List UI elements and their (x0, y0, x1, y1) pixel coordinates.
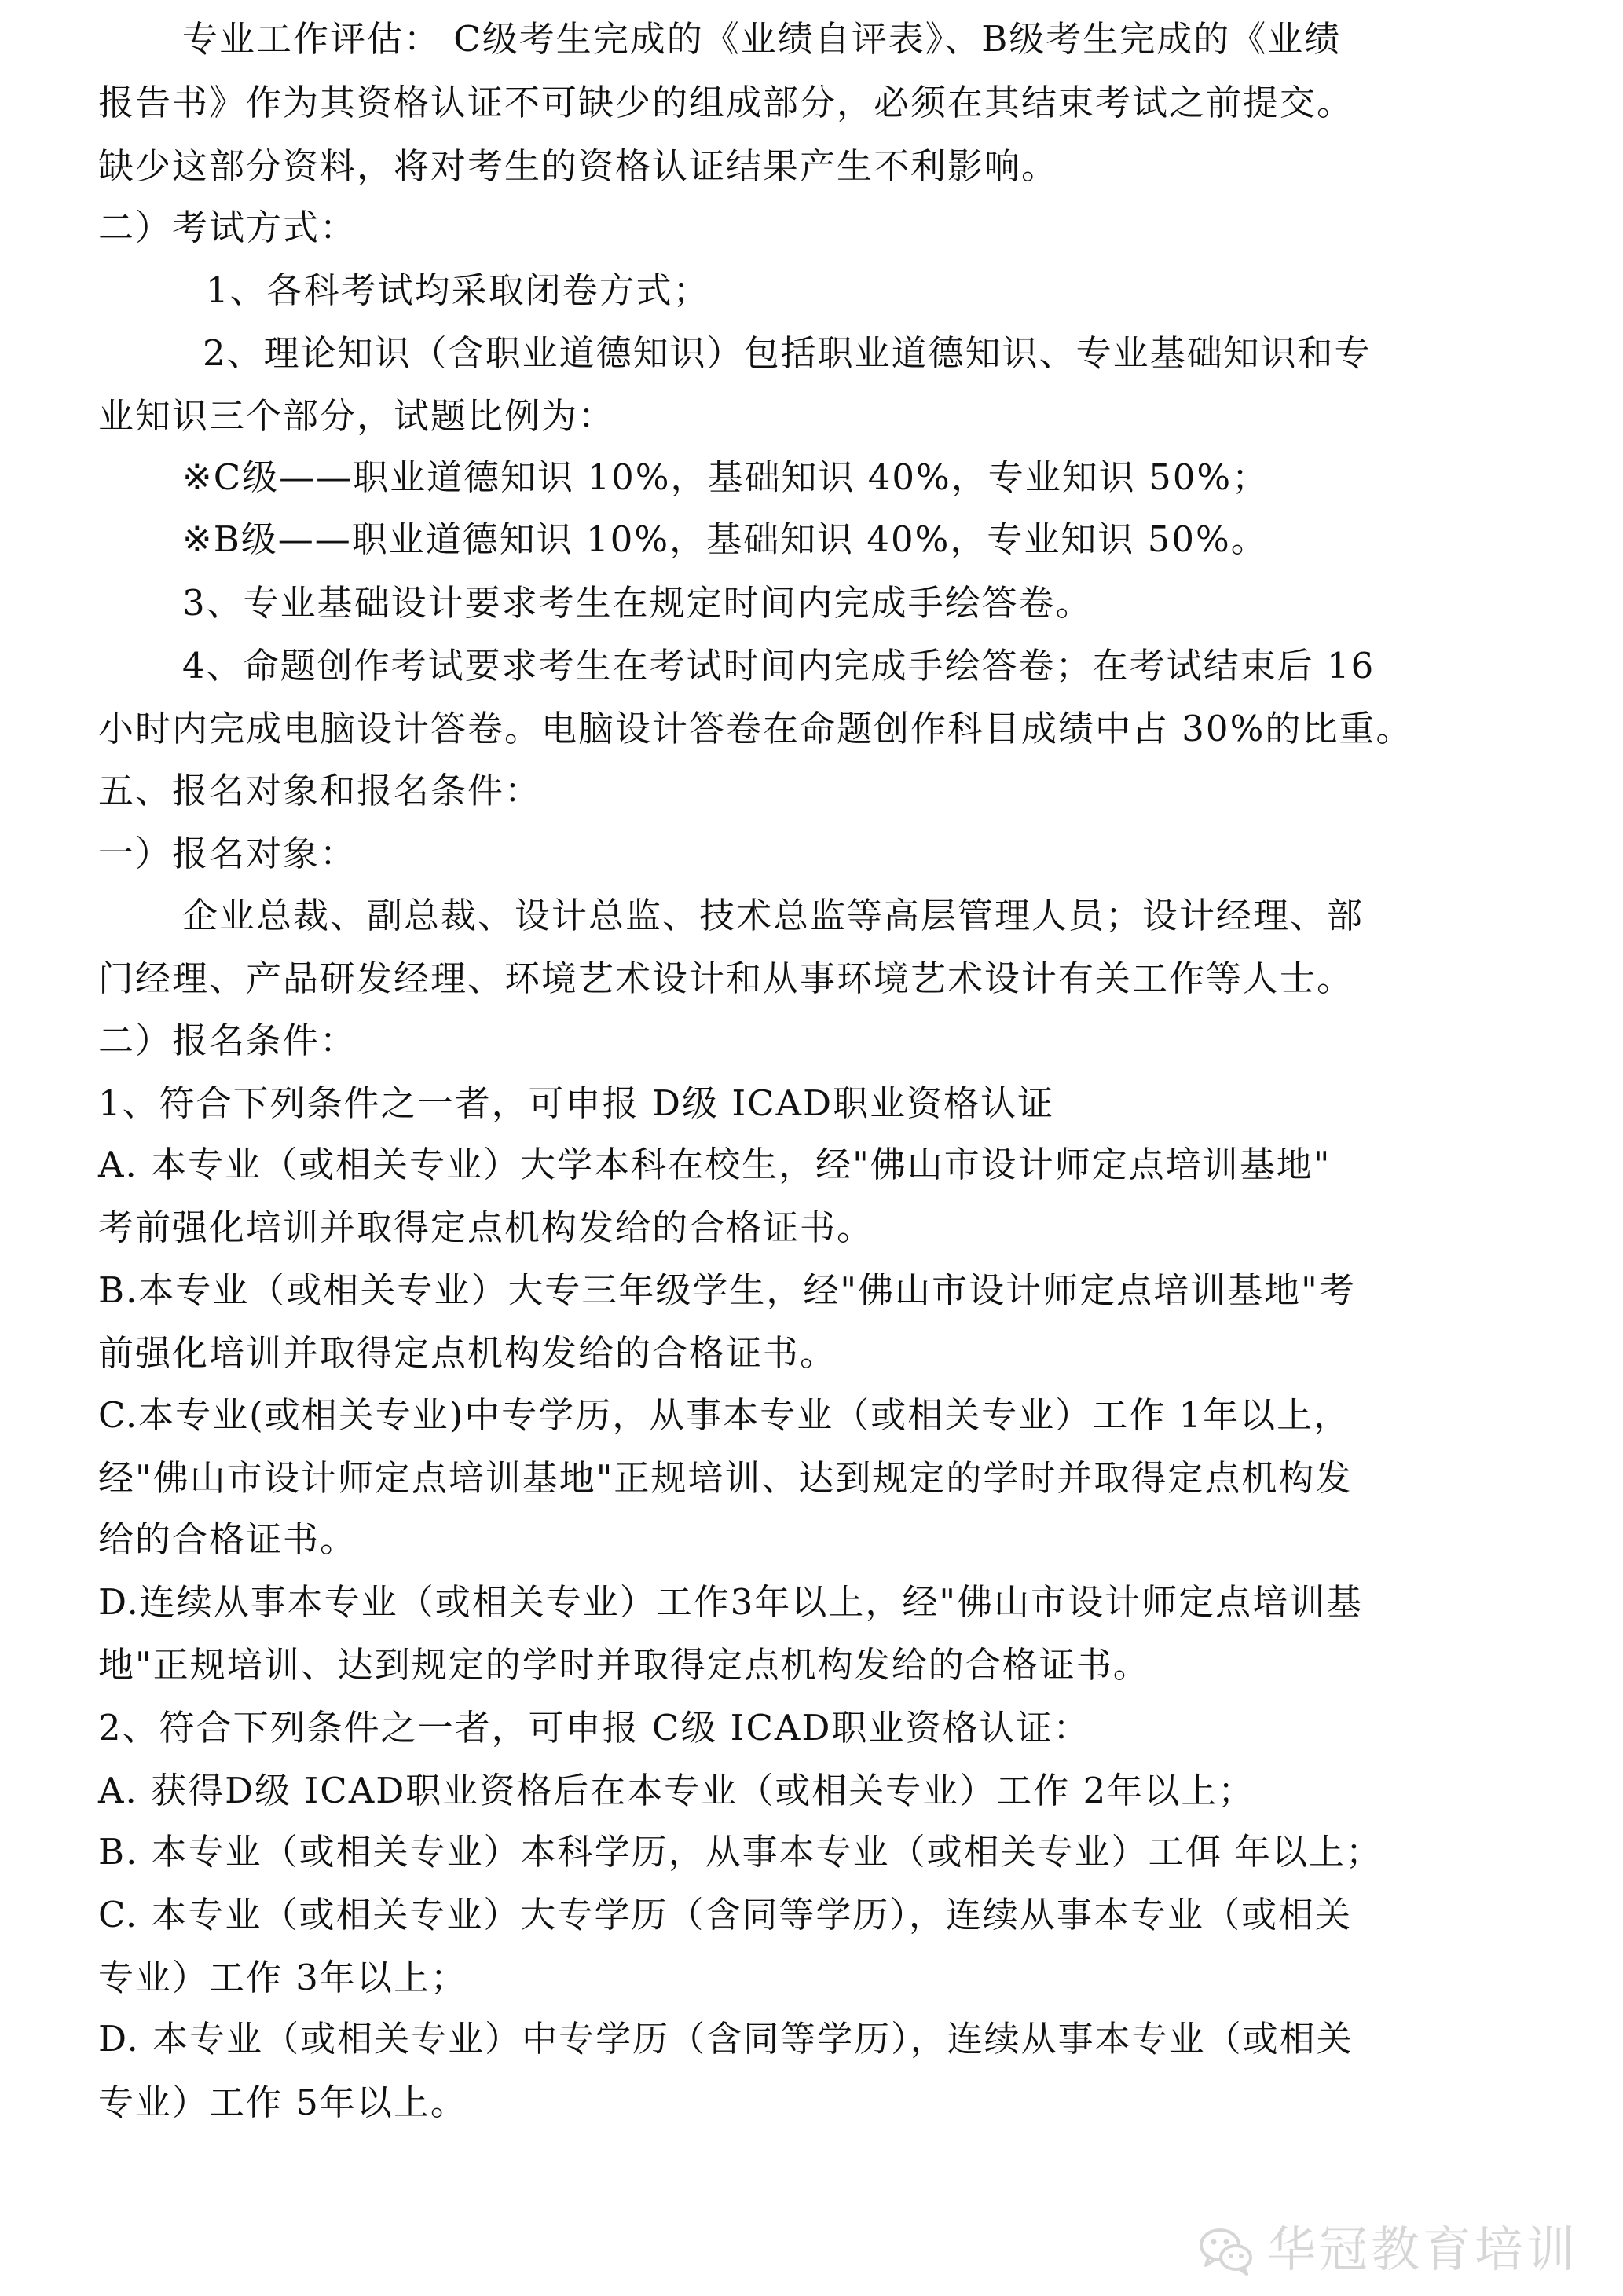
section-heading: 一）报名对象： (98, 833, 357, 874)
text-line: 1、符合下列条件之一者，可申报 D级 ICAD职业资格认证 (98, 1082, 1055, 1124)
section-heading: 五、报名对象和报名条件： (98, 770, 542, 811)
text-line: 经"佛山市设计师定点培训基地"正规培训、达到规定的学时并取得定点机构发 (98, 1457, 1353, 1499)
text-line: A. 本专业（或相关专业）大学本科在校生，经"佛山市设计师定点培训基地" (98, 1144, 1332, 1185)
text-line: A. 获得D级 ICAD职业资格后在本专业（或相关专业）工作 2年以上； (98, 1770, 1255, 1811)
text-line: D. 本专业（或相关专业）中专学历（含同等学历），连续从事本专业（或相关 (98, 2018, 1354, 2060)
text-line: 前强化培训并取得定点机构发给的合格证书。 (98, 1332, 837, 1374)
text-line: 2、理论知识（含职业道德知识）包括职业道德知识、专业基础知识和专 (203, 332, 1372, 374)
section-heading: 二）考试方式： (98, 207, 357, 248)
text-line: B. 本专业（或相关专业）本科学历，从事本专业（或相关专业）工佴 年以上； (98, 1831, 1383, 1873)
text-line: 3、专业基础设计要求考生在规定时间内完成手绘答卷。 (182, 582, 1093, 624)
watermark-text: 华冠教育培训 (1267, 2221, 1579, 2278)
text-line: B.本专业（或相关专业）大专三年级学生，经"佛山市设计师定点培训基地"考 (98, 1269, 1356, 1311)
text-line: C. 本专业（或相关专业）大专学历（含同等学历），连续从事本专业（或相关 (98, 1894, 1352, 1935)
text-line: 专业）工作 5年以上。 (98, 2082, 467, 2123)
section-heading: 二）报名条件： (98, 1020, 357, 1061)
text-line: D.连续从事本专业（或相关专业）工作3年以上，经"佛山市设计师定点培训基 (98, 1581, 1364, 1623)
text-line: ※B级——职业道德知识 10%，基础知识 40%，专业知识 50%。 (182, 518, 1268, 560)
text-line: 1、各科考试均采取闭卷方式； (206, 269, 710, 311)
text-line: 业知识三个部分，试题比例为： (98, 395, 616, 437)
text-line: 门经理、产品研发经理、环境艺术设计和从事环境艺术设计有关工作等人士。 (98, 958, 1354, 999)
text-line: 缺少这部分资料，将对考生的资格认证结果产生不利影响。 (98, 145, 1059, 187)
text-line: C.本专业(或相关专业)中专学历，从事本专业（或相关专业）工作 1年以上， (98, 1394, 1351, 1436)
wechat-icon (1198, 2221, 1255, 2278)
text-line: 专业工作评估： C级考生完成的《业绩自评表》、B级考生完成的《业绩 (182, 18, 1342, 60)
text-line: 2、符合下列条件之一者，可申报 C级 ICAD职业资格认证： (98, 1707, 1090, 1749)
watermark (1198, 2217, 1583, 2283)
text-line: 报告书》作为其资格认证不可缺少的组成部分，必须在其结束考试之前提交。 (98, 82, 1354, 123)
text-line: 4、命题创作考试要求考生在考试时间内完成手绘答卷；在考试结束后 16 (182, 645, 1376, 687)
text-line: 考前强化培训并取得定点机构发给的合格证书。 (98, 1207, 874, 1248)
text-line: 地"正规培训、达到规定的学时并取得定点机构发给的合格证书。 (98, 1644, 1150, 1686)
text-line: 企业总裁、副总裁、设计总监、技术总监等高层管理人员；设计经理、部 (182, 895, 1365, 936)
text-line: 给的合格证书。 (98, 1518, 357, 1560)
text-line: 小时内完成电脑设计答卷。电脑设计答卷在命题创作科目成绩中占 30%的比重。 (98, 708, 1413, 749)
text-line: ※C级——职业道德知识 10%，基础知识 40%，专业知识 50%； (182, 456, 1269, 498)
text-line: 专业）工作 3年以上； (98, 1957, 467, 1998)
